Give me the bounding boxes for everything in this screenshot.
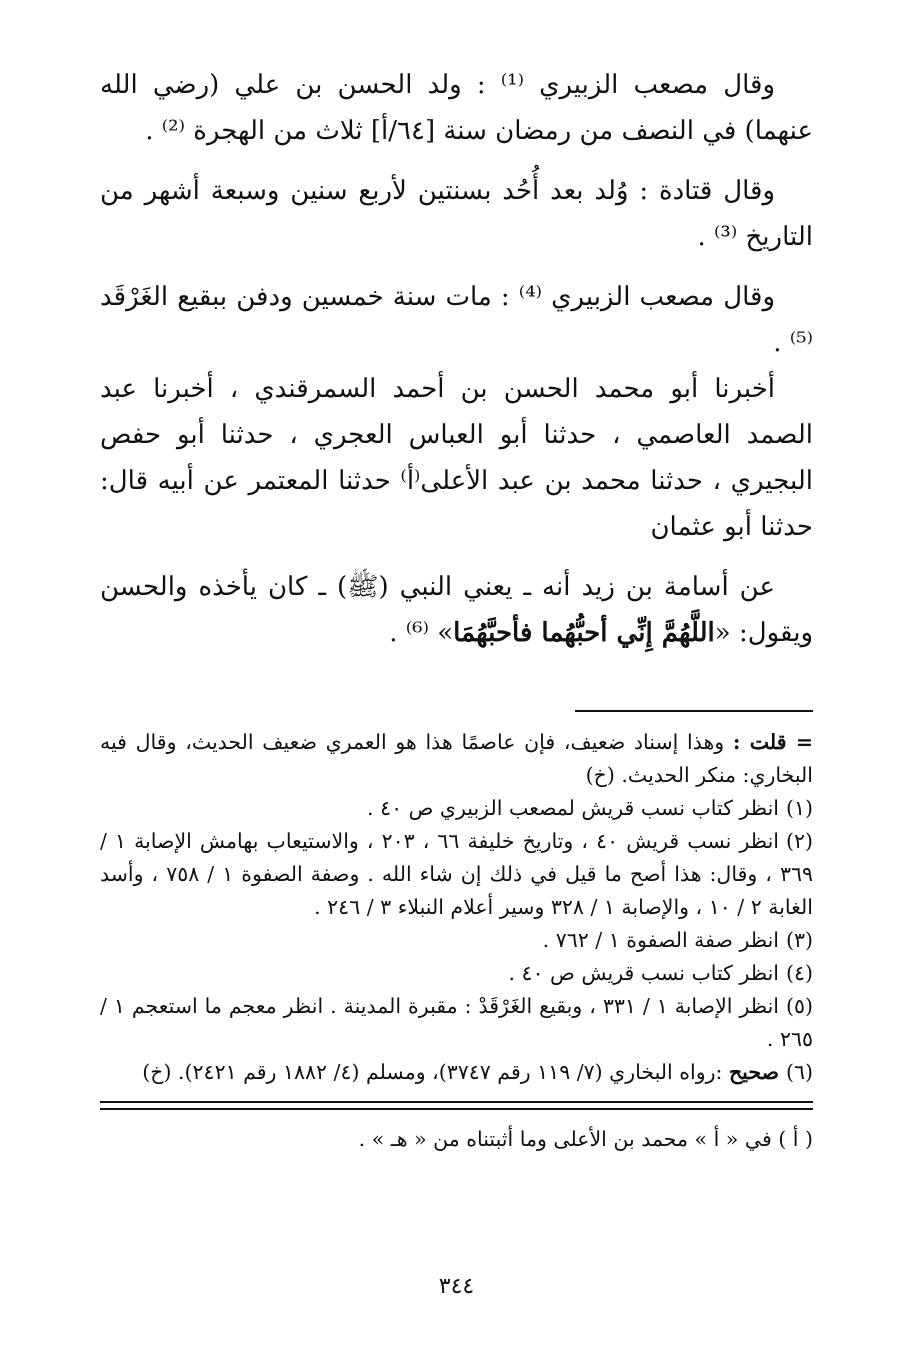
footnote-number: (٣): [785, 928, 813, 952]
footnote-text: :رواه البخاري (٧/ ١١٩ رقم ٣٧٤٧)، ومسلم (٤/ ١٨٨٢ رقم ٢٤٢١). (خ): [142, 1060, 723, 1084]
footnote-5: [100, 990, 813, 1056]
paragraph-death: وقال مصعب الزبيري ⁽⁴⁾ : مات سنة خمسين ودفن ببقيع الغَرْقَد ⁽⁵⁾ .: [100, 282, 813, 358]
footnote-continuation-text: وهذا إسناد ضعيف، فإن عاصمًا هذا هو العمري ضعيف الحديث، وقال فيه البخاري: منكر الحديث. (خ): [100, 730, 813, 787]
paragraph-hadith: [100, 564, 813, 656]
paragraph-birth: وقال مصعب الزبيري ⁽¹⁾ : ولد الحسن بن علي (رضي الله عنهما) في النصف من رمضان سنة [٦٤/أ] ثلاث من الهجرة ⁽²⁾ .: [100, 70, 813, 146]
footnote-number: (٤): [785, 961, 813, 985]
hadith-text: عن أسامة بن زيد أنه ـ يعني النبي (ﷺ) ـ كان يأخذه والحسن ويقول: «: [100, 572, 813, 648]
footnote-number: (٥): [785, 994, 813, 1018]
footnote-grade: صحيح: [728, 1060, 779, 1084]
footnote-number: (١): [785, 796, 813, 820]
footnote-number: (٢): [785, 829, 813, 853]
footnote-1: [100, 792, 813, 825]
hadith-prayer: اللَّهُمَّ إِنِّي أحبُّهُما فأحبَّهُمَا: [453, 618, 715, 648]
footnote-continuation: [100, 726, 813, 792]
footnotes: [100, 726, 813, 1089]
footnote-2: [100, 825, 813, 924]
variant-separator: [100, 1101, 813, 1110]
footnote-text: انظر صفة الصفوة ١ / ٧٦٢ .: [542, 928, 779, 952]
footnote-text: انظر نسب قريش ٤٠ ، وتاريخ خليفة ٦٦ ، ٢٠٣ ، والاستيعاب بهامش الإصابة ١ / ٣٦٩ ، وقال: هذا أصح ما قيل في ذلك إن شاء الله . وصفة الصفوة ١ / ٧٥٨ ، وأسد الغابة ٢ / ١٠ ، والإصابة ١ / ٣٢٨ وسير أعلام النبلاء ٣ / ٢٤٦ .: [100, 829, 813, 919]
footnote-text: انظر الإصابة ١ / ٣٣١ ، وبقيع الغَرْقَدْ : مقبرة المدينة . انظر معجم ما استعجم ١ / ٢٦٥ .: [100, 994, 813, 1051]
footnote-text: انظر كتاب نسب قريش لمصعب الزبيري ص ٤٠ .: [367, 796, 779, 820]
hadith-end: » ⁽⁶⁾ .: [389, 618, 454, 648]
paragraph-isnad: أخبرنا أبو محمد الحسن بن أحمد السمرقندي ، أخبرنا عبد الصمد العاصمي ، حدثنا أبو العباس العجري ، حدثنا أبو حفص البجيري ، حدثنا محمد بن عبد الأعلى⁽أ⁾ حدثنا المعتمر عن أبيه قال: حدثنا أبو عثمان: [100, 374, 813, 542]
variant-note: ( أ ) في « أ » محمد بن الأعلى وما أثبتناه من « هـ » .: [358, 1127, 813, 1151]
footnote-separator: [575, 710, 813, 712]
footnote-text: انظر كتاب نسب قريش ص ٤٠ .: [508, 961, 779, 985]
paragraph-qatada: وقال قتادة : وُلد بعد أُحُد بسنتين لأربع سنين وسبعة أشهر من التاريخ ⁽³⁾ .: [100, 176, 813, 252]
footnote-number: (٦): [785, 1060, 813, 1084]
footnote-continuation-label: = قلت :: [732, 730, 814, 754]
footnote-4: [100, 957, 813, 990]
page-number: ٣٤٤: [438, 1274, 475, 1299]
main-text: [100, 62, 813, 656]
footnote-6: [100, 1056, 813, 1089]
footnote-3: [100, 924, 813, 957]
